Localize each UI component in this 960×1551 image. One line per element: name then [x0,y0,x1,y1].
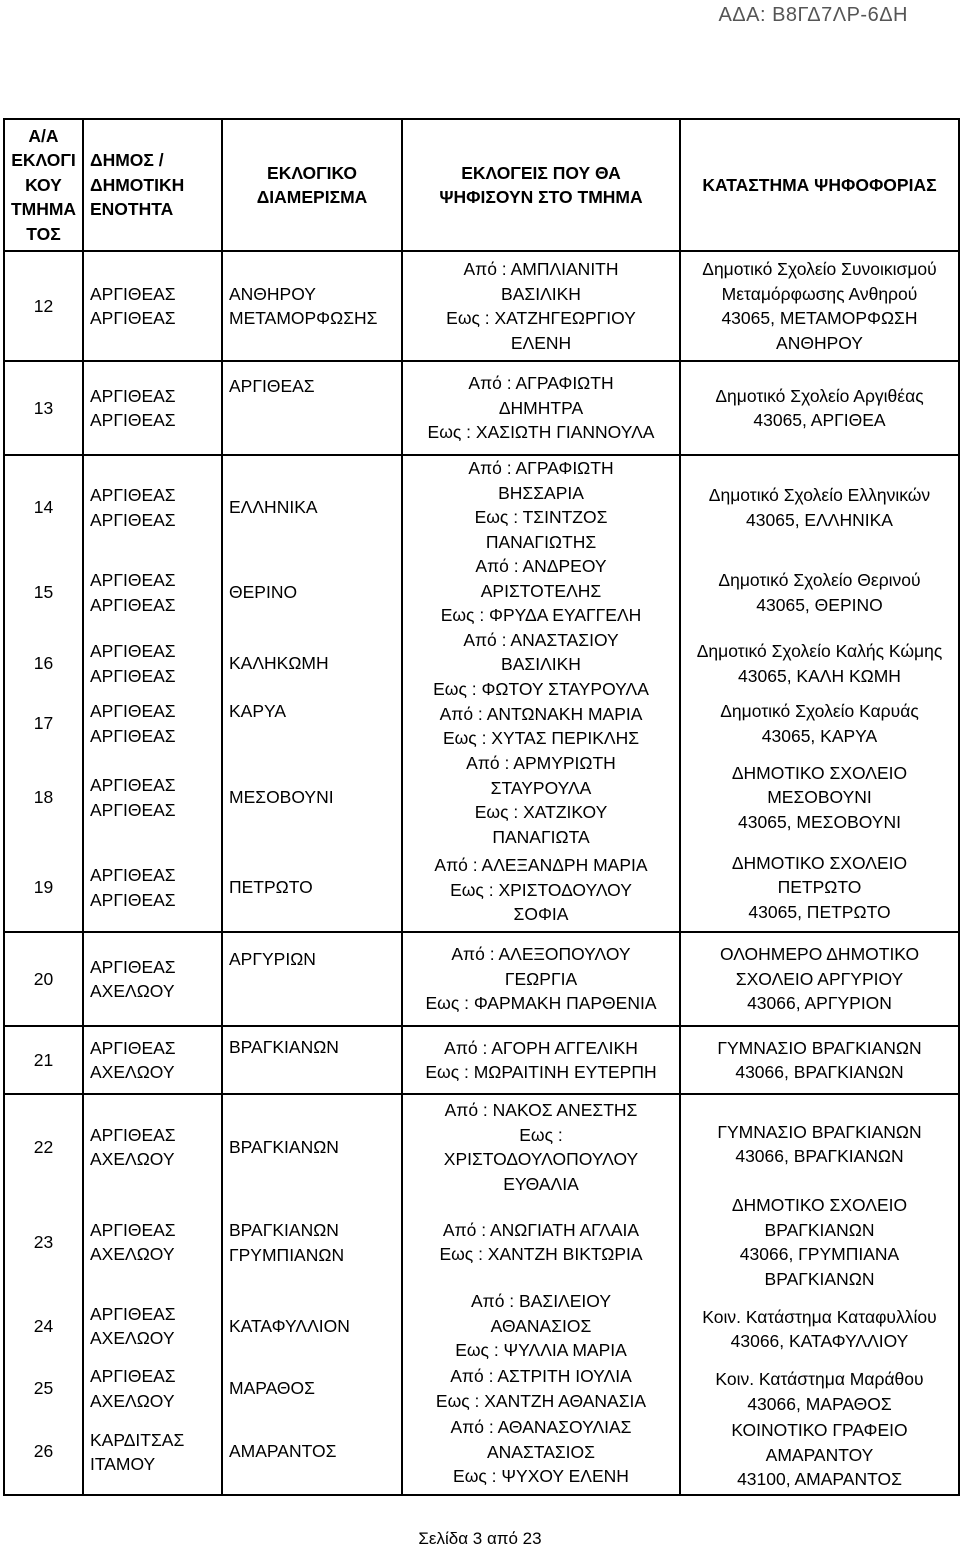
page-footer: Σελίδα 3 από 23 [418,1529,542,1548]
group-diamerisma [223,459,401,929]
dimos-cell: ΑΡΓΙΘΕΑΣ ΑΧΕΛΩΟΥ [83,1026,222,1094]
katastima-cell: Κοιν. Κατάστημα Καταφυλλίου 43066, ΚΑΤΑΦΥΛΛΙΟΥ [702,1306,937,1351]
row-number: 18 [33,787,54,808]
dimos-cell: ΑΡΓΙΘΕΑΣ ΑΡΓΙΘΕΑΣ [83,361,222,455]
diamerisma-cell: ΜΕΣΟΒΟΥΝΙ [229,787,334,808]
diamerisma-cell: ΒΡΑΓΚΙΑΝΩΝ [222,1026,402,1094]
katastima-cell: ΟΛΟΗΜΕΡΟ ΔΗΜΟΤΙΚΟ ΣΧΟΛΕΙΟ ΑΡΓΥΡΙΟΥ 43066, ΑΡΓΥΡΙΟΝ [680,932,959,1026]
dimos-cell: ΑΡΓΙΘΕΑΣ ΑΡΓΙΘΕΑΣ [90,775,176,820]
header-dimos: ΔΗΜΟΣ / ΔΗΜΟΤΙΚΗ ΕΝΟΤΗΤΑ [83,119,222,251]
diamerisma-cell: ΑΡΓΥΡΙΩΝ [222,932,402,1026]
eklogeis-cell: Από : ΑΝΩΓΙΑΤΗ ΑΓΛΑΙΑ Εως : ΧΑΝΤΖΗ ΒΙΚΤΩΡΙΑ [439,1219,643,1264]
eklogeis-cell: Από : ΑΘΑΝΑΣΟΥΛΙΑΣ ΑΝΑΣΤΑΣΙΟΣ Εως : ΨΥΧΟΥ ΕΛΕΝΗ [450,1417,632,1487]
katastima-cell: Κοιν. Κατάστημα Μαράθου 43066, ΜΑΡΑΘΟΣ [715,1369,924,1414]
table-row-group [4,1094,959,1495]
dimos-cell: ΑΡΓΙΘΕΑΣ ΑΡΓΙΘΕΑΣ [90,485,176,530]
diamerisma-cell: ΚΑΛΗΚΩΜΗ [229,653,329,674]
dimos-cell: ΑΡΓΙΘΕΑΣ ΑΡΓΙΘΕΑΣ [90,641,176,686]
diamerisma-cell: ΑΡΓΙΘΕΑΣ [222,361,402,455]
diamerisma-cell: ΘΕΡΙΝΟ [229,582,298,603]
katastima-cell: ΔΗΜΟΤΙΚΟ ΣΧΟΛΕΙΟ ΠΕΤΡΩΤΟ 43065, ΠΕΤΡΩΤΟ [731,852,908,922]
katastima-cell: ΚΟΙΝΟΤΙΚΟ ΓΡΑΦΕΙΟ ΑΜΑΡΑΝΤΟΥ 43100, ΑΜΑΡΑΝΤΟΣ [731,1420,908,1490]
group-eklogeis [403,1098,679,1491]
katastima-cell: Δημοτικό Σχολείο Θερινού 43065, ΘΕΡΙΝΟ [718,570,921,615]
katastima-cell: Δημοτικό Σχολείο Ελληνικών 43065, ΕΛΛΗΝΙΚΑ [708,485,931,530]
row-number: 12 [4,251,83,361]
row-number: 15 [33,582,54,603]
eklogeis-cell: Από : ΑΛΕΞΟΠΟΥΛΟΥ ΓΕΩΡΓΙΑ Εως : ΦΑΡΜΑΚΗ ΠΑΡΘΕΝΙΑ [402,932,680,1026]
row-number: 25 [33,1378,54,1399]
eklogeis-cell: Από : ΑΝΤΩΝΑΚΗ ΜΑΡΙΑ Εως : ΧΥΤΑΣ ΠΕΡΙΚΛΗΣ [439,703,643,748]
header-katastima: ΚΑΤΑΣΤΗΜΑ ΨΗΦΟΦΟΡΙΑΣ [680,119,959,251]
row-number: 22 [33,1137,54,1158]
dimos-cell: ΑΡΓΙΘΕΑΣ ΑΧΕΛΩΟΥ [90,1366,176,1411]
table-header [4,119,959,251]
katastima-cell: ΓΥΜΝΑΣΙΟ ΒΡΑΓΚΙΑΝΩΝ 43066, ΒΡΑΓΚΙΑΝΩΝ [717,1121,922,1166]
eklogeis-cell: Από : ΝΑΚΟΣ ΑΝΕΣΤΗΣ Εως : ΧΡΙΣΤΟΔΟΥΛΟΠΟΥΛΟΥ ΕΥΘΑΛΙΑ [443,1100,639,1194]
katastima-cell: Δημοτικό Σχολείο Καλής Κώμης 43065, ΚΑΛΗ ΚΩΜΗ [696,641,943,686]
dimos-cell: ΑΡΓΙΘΕΑΣ ΑΧΕΛΩΟΥ [90,1124,176,1169]
diamerisma-cell: ΒΡΑΓΚΙΑΝΩΝ ΓΡΥΜΠΙΑΝΩΝ [229,1220,345,1265]
group-numbers [5,1099,82,1491]
row-number: 14 [33,497,54,518]
row-number: 23 [33,1232,54,1253]
group-numbers [5,459,82,929]
katastima-cell: Δημοτικό Σχολείο Καρυάς 43065, ΚΑΡΥΑ [720,701,919,746]
table-row-group [4,455,959,932]
katastima-cell: ΔΗΜΟΤΙΚΟ ΣΧΟΛΕΙΟ ΜΕΣΟΒΟΥΝΙ 43065, ΜΕΣΟΒΟΥΝΙ [731,762,908,832]
diamerisma-cell: ΚΑΡΥΑ [229,700,287,721]
eklogeis-cell: Από : ΑΓΟΡΗ ΑΓΓΕΛΙΚΗ Εως : ΜΩΡΑΙΤΙΝΗ ΕΥΤΕΡΠΗ [402,1026,680,1094]
dimos-cell: ΑΡΓΙΘΕΑΣ ΑΧΕΛΩΟΥ [90,1303,176,1348]
katastima-cell: ΔΗΜΟΤΙΚΟ ΣΧΟΛΕΙΟ ΒΡΑΓΚΙΑΝΩΝ 43066, ΓΡΥΜΠΙΑΝΑ ΒΡΑΓΚΙΑΝΩΝ [731,1195,908,1289]
eklogeis-cell: Από : ΑΛΕΞΑΝΔΡΗ ΜΑΡΙΑ Εως : ΧΡΙΣΤΟΔΟΥΛΟΥ ΣΟΦΙΑ [434,855,648,925]
eklogeis-cell: Από : ΑΝΔΡΕΟΥ ΑΡΙΣΤΟΤΕΛΗΣ Εως : ΦΡΥΔΑ ΕΥΑΓΓΕΛΗ [440,556,642,625]
row-number: 13 [4,361,83,455]
eklogeis-cell: Από : ΑΜΠΛΙΑΝΙΤΗ ΒΑΣΙΛΙΚΗ Εως : ΧΑΤΖΗΓΕΩΡΓΙΟΥ ΕΛΕΝΗ [402,251,680,361]
eklogeis-cell: Από : ΑΡΜΥΡΙΩΤΗ ΣΤΑΥΡΟΥΛΑ Εως : ΧΑΤΖΙΚΟΥ ΠΑΝΑΓΙΩΤΑ [466,753,616,847]
table-row [4,932,959,1026]
diamerisma-cell: ΕΛΛΗΝΙΚΑ [229,497,318,518]
diamerisma-cell: ΠΕΤΡΩΤΟ [229,877,313,898]
diamerisma-cell: ΜΑΡΑΘΟΣ [229,1378,315,1399]
diamerisma-cell: ΒΡΑΓΚΙΑΝΩΝ [229,1137,339,1158]
header-eklogeis: ΕΚΛΟΓΕΙΣ ΠΟΥ ΘΑ ΨΗΦΙΣΟΥΝ ΣΤΟ ΤΜΗΜΑ [402,119,680,251]
diamerisma-cell: ΚΑΤΑΦΥΛΛΙΟΝ [229,1316,350,1337]
polling-table [3,118,960,1496]
group-eklogeis [403,456,679,931]
row-number: 19 [33,877,54,898]
dimos-cell: ΑΡΓΙΘΕΑΣ ΑΧΕΛΩΟΥ [83,932,222,1026]
group-katastima [681,1095,958,1494]
dimos-cell: ΑΡΓΙΘΕΑΣ ΑΡΓΙΘΕΑΣ [90,865,176,910]
table-row [4,1026,959,1094]
dimos-cell: ΑΡΓΙΘΕΑΣ ΑΡΓΙΘΕΑΣ [90,701,176,746]
katastima-cell: Δημοτικό Σχολείο Συνοικισμού Μεταμόρφωσης Ανθηρού 43065, ΜΕΤΑΜΟΡΦΩΣΗ ΑΝΘΗΡΟΥ [680,251,959,361]
diamerisma-cell: ΑΝΘΗΡΟΥ ΜΕΤΑΜΟΡΦΩΣΗΣ [222,251,402,361]
group-dimos [84,1098,221,1491]
katastima-cell: ΓΥΜΝΑΣΙΟ ΒΡΑΓΚΙΑΝΩΝ 43066, ΒΡΑΓΚΙΑΝΩΝ [680,1026,959,1094]
row-number: 17 [33,713,54,734]
eklogeis-cell: Από : ΑΝΑΣΤΑΣΙΟΥ ΒΑΣΙΛΙΚΗ Εως : ΦΩΤΟΥ ΣΤΑΥΡΟΥΛΑ [433,629,649,699]
dimos-cell: ΚΑΡΔΙΤΣΑΣ ΙΤΑΜΟΥ [90,1429,185,1474]
group-dimos [84,459,221,929]
ada-code: ΑΔΑ: Β8ΓΔ7ΛΡ-6ΔΗ [718,4,908,26]
dimos-cell: ΑΡΓΙΘΕΑΣ ΑΡΓΙΘΕΑΣ [83,251,222,361]
diamerisma-cell: ΑΜΑΡΑΝΤΟΣ [229,1441,337,1462]
group-katastima [681,459,958,929]
header-aa: Α/Α ΕΚΛΟΓΙ ΚΟΥ ΤΜΗΜΑ ΤΟΣ [4,119,83,251]
eklogeis-cell: Από : ΑΓΡΑΦΙΩΤΗ ΔΗΜΗΤΡΑ Εως : ΧΑΣΙΩΤΗ ΓΙΑΝΝΟΥΛΑ [402,361,680,455]
eklogeis-cell: Από : ΑΓΡΑΦΙΩΤΗ ΒΗΣΣΑΡΙΑ Εως : ΤΣΙΝΤΖΟΣ ΠΑΝΑΓΙΩΤΗΣ [468,458,614,552]
dimos-cell: ΑΡΓΙΘΕΑΣ ΑΡΓΙΘΕΑΣ [90,570,176,615]
dimos-cell: ΑΡΓΙΘΕΑΣ ΑΧΕΛΩΟΥ [90,1219,176,1264]
katastima-cell: Δημοτικό Σχολείο Αργιθέας 43065, ΑΡΓΙΘΕΑ [680,361,959,455]
row-number: 24 [33,1316,54,1337]
table-row [4,361,959,455]
row-number: 26 [33,1441,54,1462]
row-number: 16 [33,653,54,674]
eklogeis-cell: Από : ΑΣΤΡΙΤΗ ΙΟΥΛΙΑ Εως : ΧΑΝΤΖΗ ΑΘΑΝΑΣΙΑ [435,1366,647,1411]
row-number: 20 [4,932,83,1026]
row-number: 21 [4,1026,83,1094]
group-diamerisma [223,1099,401,1491]
eklogeis-cell: Από : ΒΑΣΙΛΕΙΟΥ ΑΘΑΝΑΣΙΟΣ Εως : ΨΥΛΛΙΑ ΜΑΡΙΑ [455,1291,627,1361]
table-row [4,251,959,361]
header-diamerisma: ΕΚΛΟΓΙΚΟ ΔΙΑΜΕΡΙΣΜΑ [222,119,402,251]
